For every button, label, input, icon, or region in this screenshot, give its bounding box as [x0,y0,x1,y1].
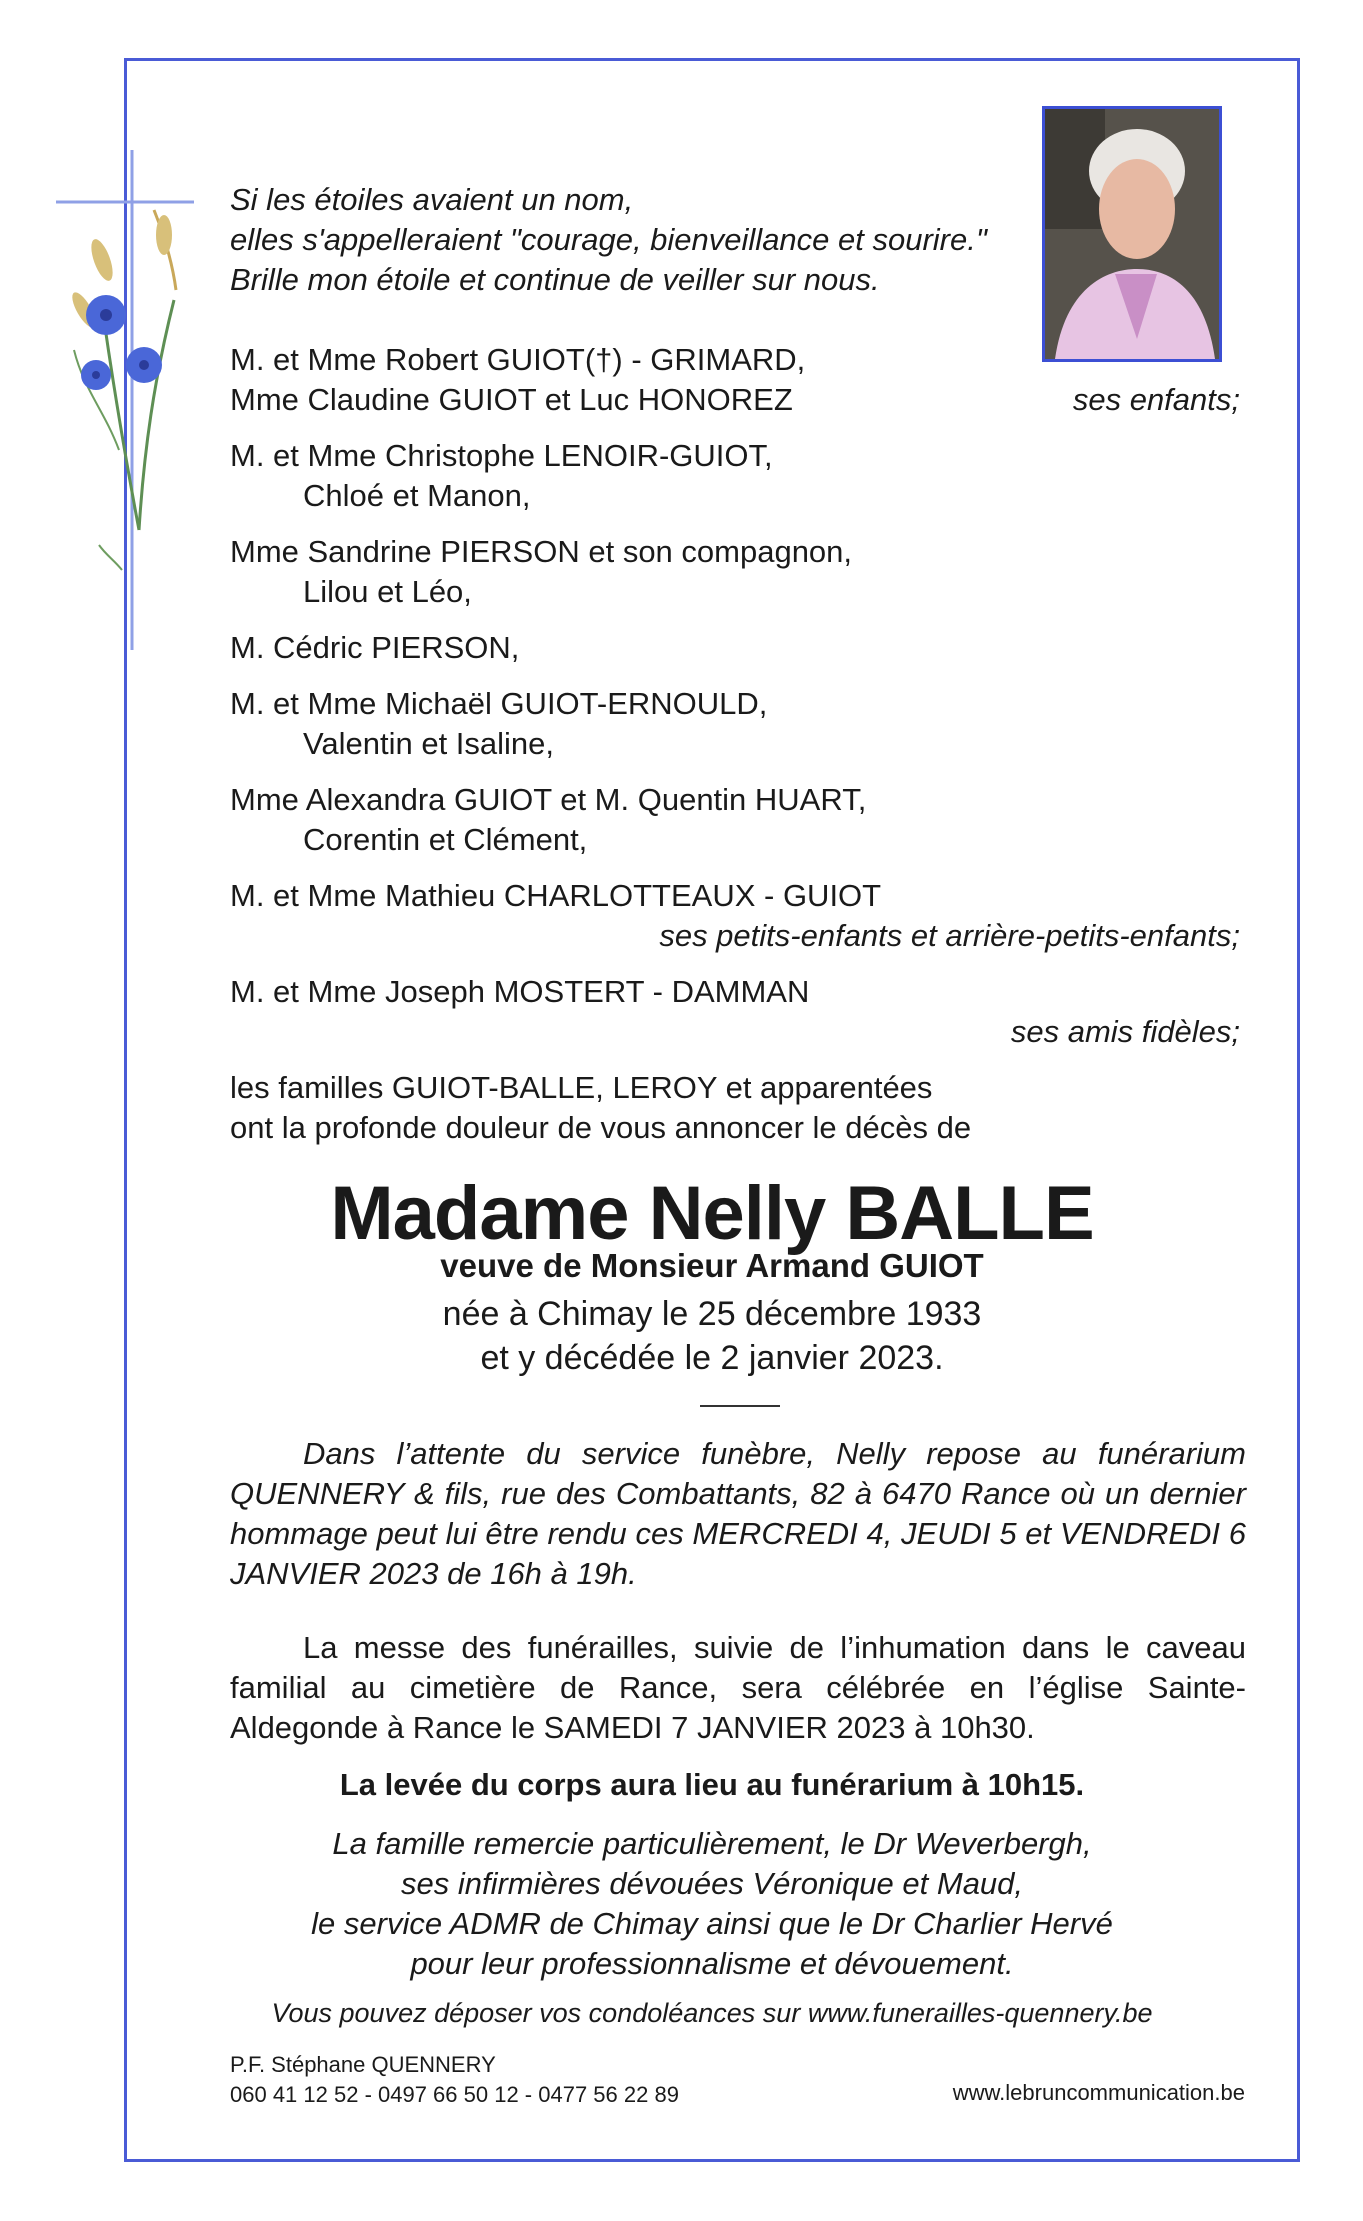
family-line: Valentin et Isaline, [303,726,555,761]
family-group [230,340,1240,420]
family-line: Mme Claudine GUIOT et Luc HONOREZ [230,382,793,417]
website-link[interactable]: www.lebruncommunication.be [952,2080,1245,2105]
levee-line: La levée du corps aura lieu au funérarium à 10h15. [339,1767,1085,1802]
cross-cornflower-icon [44,150,204,650]
birth-line: née à Chimay le 25 décembre 1933 [442,1295,982,1333]
family-group [230,684,1240,764]
family-line: Chloé et Manon, [303,478,531,513]
family-line: M. et Mme Mathieu CHARLOTTEAUX - GUIOT [230,878,882,913]
divider [700,1405,780,1407]
family-group [230,972,1240,1049]
portrait-photo [1042,106,1222,362]
deceased-dates [124,1292,1300,1380]
family-line: M. et Mme Christophe LENOIR-GUIOT, [230,438,773,473]
family-group [230,876,1240,953]
poem-line: elles s'appelleraient "courage, bienveillance et sourire." [230,222,987,257]
repose-paragraph [230,1434,1246,1594]
family-group [230,1068,1240,1148]
family-group [230,532,1240,612]
poem [230,180,987,300]
footer [230,2050,679,2110]
family-line: Corentin et Clément, [303,822,588,857]
family-line: Lilou et Léo, [303,574,472,609]
mass-paragraph [230,1628,1246,1748]
family-group [230,628,1240,668]
family-line: M. et Mme Joseph MOSTERT - DAMMAN [230,974,810,1009]
death-line: et y décédée le 2 janvier 2023. [480,1339,944,1377]
family-group [230,436,1240,516]
thanks-line: le service ADMR de Chimay ainsi que le Dr Charlier Hervé [311,1906,1113,1941]
portrait-image [1045,109,1219,359]
thanks-line: La famille remercie particulièrement, le Dr Weverbergh, [332,1826,1092,1861]
thanks-line: ses infirmières dévouées Véronique et Maud, [400,1866,1024,1901]
family-line: Mme Sandrine PIERSON et son compagnon, [230,534,853,569]
thanks-line: pour leur professionnalisme et dévouement. [410,1946,1014,1981]
family-line: M. et Mme Michaël GUIOT-ERNOULD, [230,686,768,721]
family-line: M. et Mme Robert GUIOT(†) - GRIMARD, [230,342,806,377]
condolences-line: Vous pouvez déposer vos condoléances sur www.funerailles-quennery.be [271,1998,1153,2028]
family-role: ses petits-enfants et arrière-petits-enfants; [659,918,1240,953]
family-group [230,780,1240,860]
deceased-name: Madame Nelly BALLE [330,1171,1094,1256]
poem-line: Si les étoiles avaient un nom, [230,182,634,217]
funeral-company: P.F. Stéphane QUENNERY [230,2052,496,2077]
repose-text: Dans l’attente du service funèbre, Nelly repose au funérarium QUENNERY & fils, rue des Combattants, 82 à 6470 Rance où un dernier hommage peut lui être rendu ces MERCREDI 4, JEUDI 5 et VENDREDI 6 JANVIER 2023 de 16h à 19h. [230,1436,1246,1591]
thanks-block [124,1824,1300,1984]
family-line: M. Cédric PIERSON, [230,630,520,665]
mass-text: La messe des funérailles, suivie de l’inhumation dans le caveau familial au cimetière de Rance, sera célébrée en l’église Sainte-Aldegonde à Rance le SAMEDI 7 JANVIER 2023 à 10h30. [230,1630,1246,1745]
deceased-widow: veuve de Monsieur Armand GUIOT [440,1247,984,1284]
family-role: ses amis fidèles; [1010,1014,1240,1049]
poem-line: Brille mon étoile et continue de veiller sur nous. [230,262,880,297]
family-line: Mme Alexandra GUIOT et M. Quentin HUART, [230,782,867,817]
family-role: ses enfants; [1072,382,1240,417]
family-line: ont la profonde douleur de vous annoncer le décès de [230,1110,972,1145]
family-line: les familles GUIOT-BALLE, LEROY et apparentées [230,1070,933,1105]
phone-numbers: 060 41 12 52 - 0497 66 50 12 - 0477 56 22 89 [230,2082,679,2107]
